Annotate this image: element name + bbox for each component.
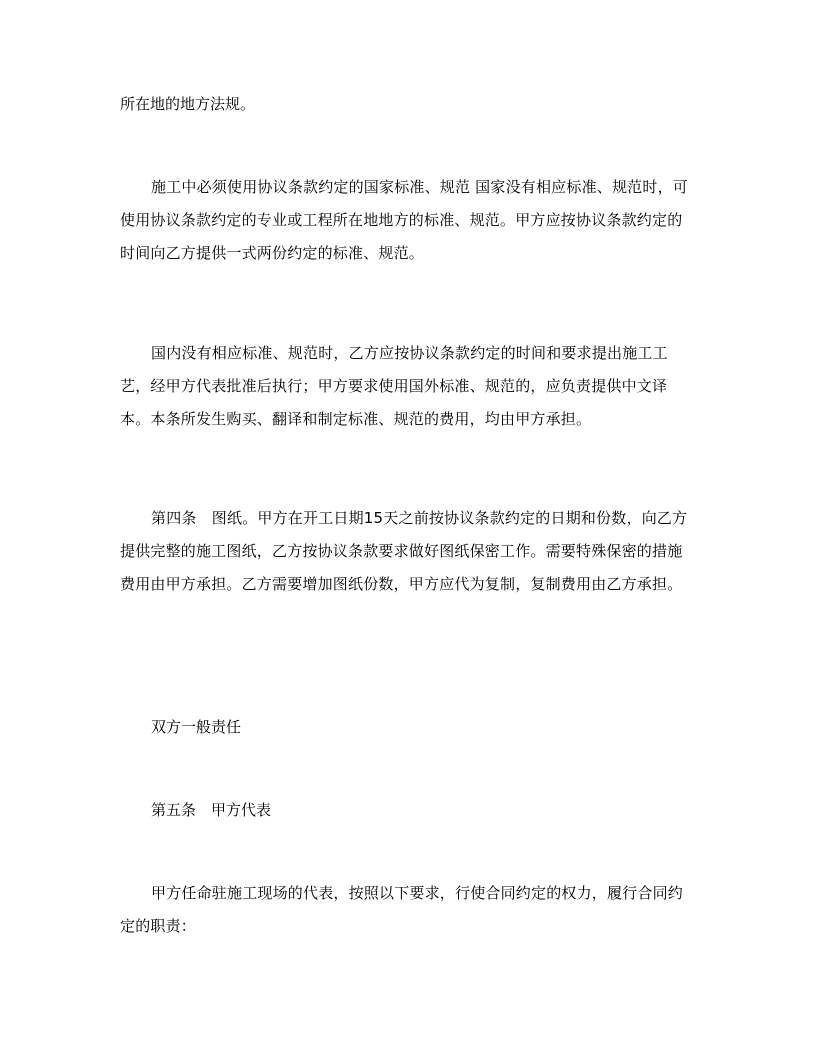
paragraph-standards: 施工中必须使用协议条款约定的国家标准、规范 国家没有相应标准、规范时，可使用协议条款约定的专业或工程所在地地方的标准、规范。甲方应按协议条款约定的时间向乙方提供一式两份约定的标准、规范。 [120, 178, 688, 262]
paragraph-foreign-standards: 国内没有相应标准、规范时，乙方应按协议条款约定的时间和要求提出施工工艺，经甲方代表批准后执行；甲方要求使用国外标准、规范的，应负责提供中文译本。本条所发生购买、翻译和制定标准、规范的费用，均由甲方承担。 [120, 344, 668, 428]
article-5-heading: 第五条 甲方代表 [151, 801, 272, 819]
paragraph-party-a-representative: 甲方任命驻施工现场的代表，按照以下要求，行使合同约定的权力，履行合同约定的职责： [120, 884, 684, 935]
paragraph-continuation: 所在地的地方法规。 [120, 95, 256, 113]
paragraph-article-4-drawings: 第四条 图纸。甲方在开工日期15天之前按协议条款约定的日期和份数，向乙方提供完整的施工图纸，乙方按协议条款要求做好图纸保密工作。需要特殊保密的措施费用由甲方承担。乙方需要增加图纸份数，甲方应代为复制，复制费用由乙方承担。 [120, 509, 688, 593]
section-heading-general-duties: 双方一般责任 [151, 718, 242, 736]
